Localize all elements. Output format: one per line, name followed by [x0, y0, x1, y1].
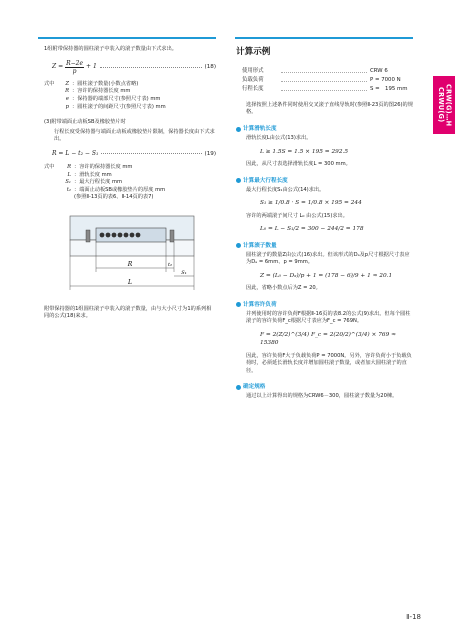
formula-19-expr: R = L − t₂ − S₁ — [52, 149, 99, 157]
section-text: 容许的两端滚子间尺寸 L₀ 由公式(15)求出。 — [246, 212, 348, 219]
formula-18-lhs: Z = — [52, 62, 64, 70]
def-txt: ：圆柱滚子的间距尺寸(参照尺寸表) mm — [72, 103, 166, 110]
sub3-body: 行程长度受保持器与端面止动板或橡胶垫片限制，保持器长度由下式求出。 — [54, 128, 215, 143]
section-text: 因此，省略小数点后为Z = 20。 — [246, 285, 321, 292]
section-equation-2: L₀ = L − S₁/2 = 300 − 244/2 = 178 — [260, 226, 364, 233]
formula-19-number: (19) — [204, 150, 216, 157]
section-text: 滑轨长度L由公式(13)求出。 — [246, 135, 312, 142]
sub3-title: (3)附带端面止动板SB及橡胶垫片时 — [44, 119, 126, 126]
section-max-stroke — [236, 177, 414, 234]
bullet-icon — [236, 127, 241, 132]
top-rule-right — [235, 37, 413, 39]
def-sym: S₁ — [65, 179, 71, 186]
formula-18 — [52, 60, 216, 75]
spec-key: 负载负荷 — [242, 77, 264, 84]
bullet-icon — [236, 385, 241, 390]
spec-value: P = 7000 N — [370, 77, 401, 84]
example-title: 计算示例 — [236, 47, 271, 57]
section-text: 通过以上计算得出的规格为CRW6－300，圆柱滚子数量为20楝。 — [246, 393, 398, 400]
section-equation: S₁ ≥ 1/0.8 · S = 1/0.8 × 195 = 244 — [260, 200, 362, 207]
left-intro: 1组附带保持器的圆柱滚子中装入的滚子数量由下式求出。 — [44, 46, 177, 52]
def-sym: t₂ — [66, 186, 71, 193]
def-sym: R — [67, 164, 71, 171]
section-spec-decision — [236, 383, 414, 401]
def-sym: L — [67, 171, 71, 178]
def-sym: Z — [65, 80, 69, 87]
def-sym: p — [65, 103, 69, 110]
example-intro: 选择按照上述条件同时使用交叉滚子直线导轨时(参照Ⅱ-23页的图26)的规格。 — [246, 101, 413, 116]
left-closing: 附带保持器的1组圆柱滚子中装入的滚子数量，由与大小尺寸为1的系列相同的公式(18)来求。 — [44, 305, 212, 320]
spec-value: CRW 6 — [370, 68, 388, 75]
spec-key: 使用形式 — [242, 68, 264, 75]
section-text: 圆柱滚子的数量Z由公式(16)求出。但该形式的Dₐ及p尺寸根据尺寸表应为Dₐ = 6mm、p = 9mm。 — [246, 251, 410, 266]
defs-18 — [44, 81, 216, 111]
section-equation: L ≥ 1.5S = 1.5 × 195 = 292.5 — [260, 148, 349, 155]
section-text: 并列使用时的容许负荷F根据Ⅱ-16页的表8.2的公式(9)求出。但每个圆柱滚子的容许负荷F_c根据尺寸表应为F_c = 769N。 — [246, 310, 411, 325]
section-text: 因此，从尺寸表选择滑轨长度L = 300 mm。 — [246, 161, 351, 168]
def-txt: ：滑轨长度 mm — [74, 171, 112, 178]
def-txt: ：端面止动板SB或橡胶垫片的厚度 mm — [74, 186, 166, 193]
section-title: 确定规格 — [243, 384, 266, 391]
formula-19 — [52, 150, 216, 159]
formula-18-number: (18) — [204, 64, 216, 71]
formula-18-num: R−2e — [66, 59, 84, 67]
spec-row — [242, 68, 414, 76]
diagram-label-R: R — [127, 260, 133, 268]
top-rule-left — [38, 37, 216, 39]
page-number: Ⅱ-18 — [406, 612, 421, 621]
section-text: 因此，容许负荷F大于负载负荷P = 7000N。另外，容许负荷小于负载负荷时，必须延长滑轨长度并增加圆柱滚子数量，或者加大圆柱滚子的直径。 — [246, 352, 412, 374]
def-sym: e — [65, 95, 69, 102]
left-column — [44, 46, 216, 323]
section-title: 计算容许负荷 — [243, 301, 277, 308]
section-equation: Z = (L₀ − Dₐ)/p + 1 = (178 − 6)/9 + 1 ≈ 20.1 — [260, 272, 393, 279]
bullet-icon — [236, 302, 241, 307]
spec-row — [242, 77, 414, 85]
section-title: 计算滚子数量 — [243, 242, 277, 249]
def-txt: ：保持器的端部尺寸(参照尺寸表) mm — [72, 95, 161, 102]
where-label-2: 式中 — [44, 164, 55, 171]
diagram-label-S: S₁ — [181, 269, 187, 276]
where-label-1: 式中 — [44, 80, 55, 87]
section-title: 计算最大行程长度 — [243, 177, 288, 184]
section-allowable-load — [236, 301, 414, 376]
diagram-label-L: L — [128, 278, 132, 286]
spec-key: 行程长度 — [242, 86, 264, 93]
spec-list — [236, 68, 414, 93]
side-tab-label: CRW(G)…H CRWU(G) — [437, 83, 453, 127]
def-txt: ：最大行程长度 mm — [74, 179, 123, 186]
section-roller-count — [236, 242, 414, 293]
bullet-icon — [236, 178, 241, 183]
formula-18-fraction — [65, 60, 84, 75]
right-column — [236, 46, 414, 401]
def-sym: R — [65, 88, 69, 95]
side-tab[interactable] — [433, 76, 455, 134]
diagram-label-t: t₂ — [167, 261, 173, 268]
section-equation: F = 2(Z/2)^(3/4) F_c = 2(20/2)^(3/4) × 769 ≈ 15380 — [260, 331, 396, 347]
def-txt: ：容许的保持器长度 mm — [72, 88, 131, 95]
formula-18-tail: + 1 — [86, 62, 97, 70]
section-title: 计算滑轨长度 — [243, 126, 277, 132]
stroke-diagram — [62, 210, 197, 296]
def-txt: ：圆柱滚子数量(小数点省略) — [72, 80, 139, 87]
spec-row — [242, 86, 414, 94]
section-text: 最大行程长度S₁由公式(14)求出。 — [246, 186, 325, 193]
def-txt: ：容许的保持器长度 mm — [74, 164, 133, 171]
bullet-icon — [236, 243, 241, 248]
spec-value: S = 195 mm — [370, 86, 408, 93]
def-txt: (参照Ⅱ-13页的表6、Ⅱ-14页的表7) — [74, 194, 154, 201]
defs-19 — [44, 164, 216, 202]
formula-18-den: p — [72, 67, 77, 75]
section-rail-length — [236, 125, 414, 169]
